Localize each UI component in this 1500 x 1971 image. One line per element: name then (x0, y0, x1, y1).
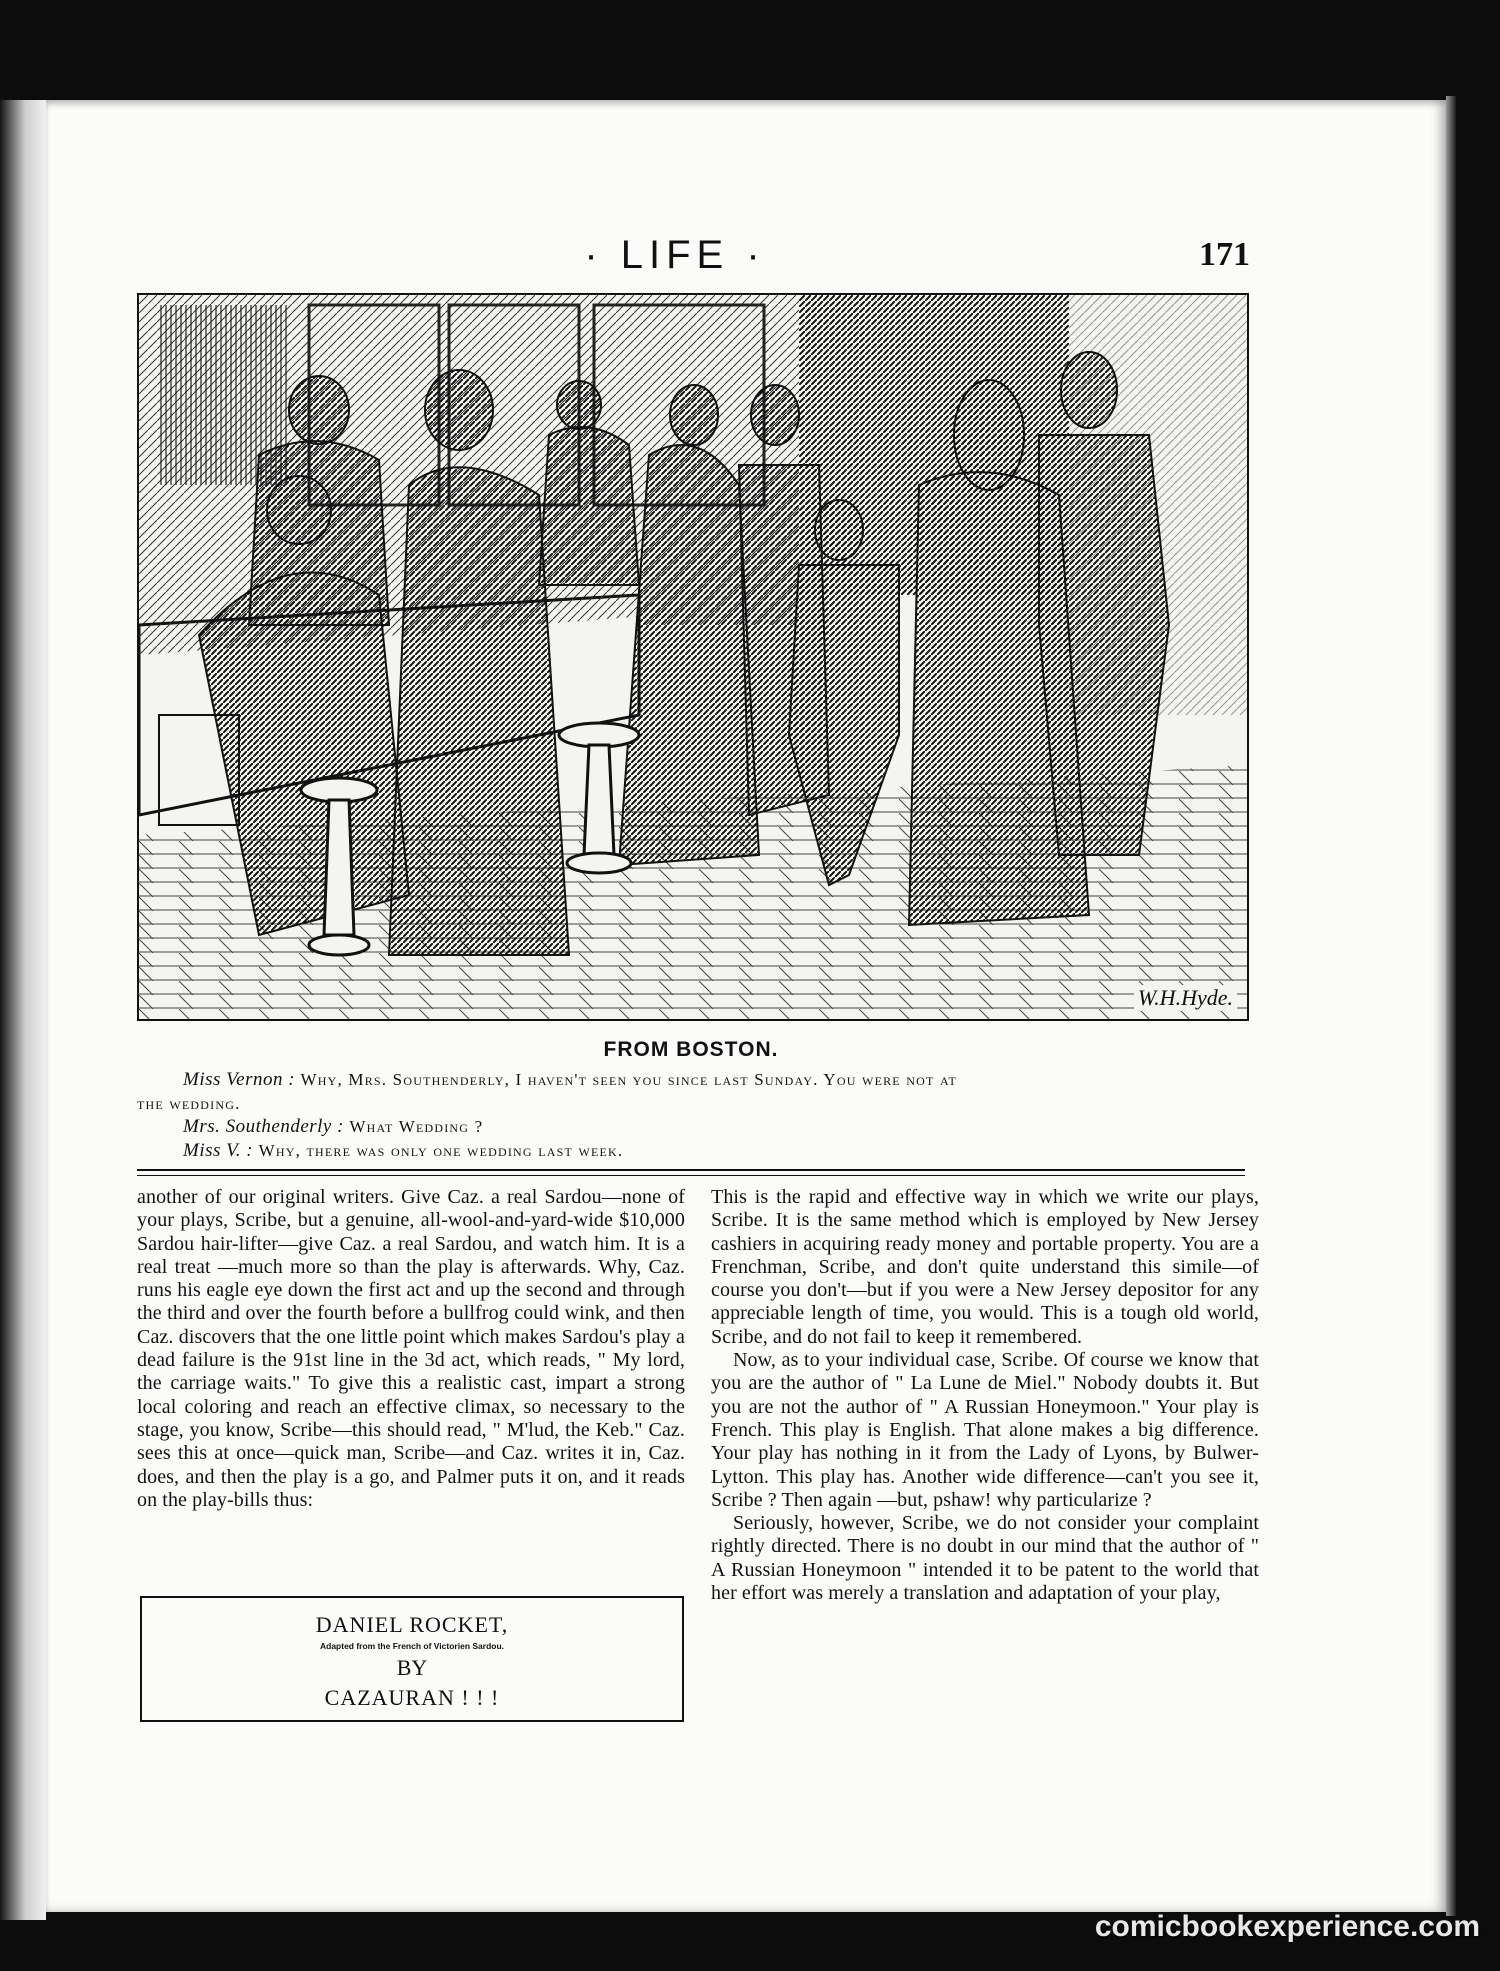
page-edge-shadow (1446, 96, 1456, 1916)
caption-dialogue (137, 1068, 1245, 1162)
paragraph: This is the rapid and effective way in which we write our plays, Scribe. It is the same method which is employed by New Jersey cashiers in acquiring ready money and portable property. You are a Frenchman, Scribe, and don't quite understand this simile—of course you don't—but if you were a New Jersey depositor for any appreciable length of time, you would. This is a tough old world, Scribe, and do not fail to keep it remembered. (711, 1186, 1259, 1348)
page-number: 171 (1199, 236, 1250, 273)
artist-signature: W.H.Hyde. (1134, 985, 1237, 1011)
paragraph: another of our original writers. Give Caz. a real Sardou—none of your plays, Scribe, but a genuine, all-wool-and-yard-wide $10,000 Sardou hair-lifter—give Caz. a real Sardou, and watch him. It is a real treat —much more so than the play is afterwards. Why, Caz. runs his eagle eye down the first act and up the second and through the third and over the fourth before a bullfrog could wink, and then Caz. discovers that the one little point which makes Sardou's play a dead failure is the 91st line in the 3d act, which reads, " My lord, the carriage waits." To give this a realistic cast, impart a strong local coloring and reach an effective climax, so necessary to the stage, you know, Scribe—this should read, " M'lud, the Keb." Caz. sees this at once—quick man, Scribe—and Caz. writes it in, Caz. does, and then the play is a go, and Palmer puts it on, and it reads on the play-bills thus: (137, 1186, 685, 1511)
dialogue-speech: Why, Mrs. Southenderly, I haven't seen you since last Sunday. You were not at (300, 1070, 958, 1089)
masthead-title: · LIFE · (584, 233, 766, 277)
playbill-adaptation-note: Adapted from the French of Victorien Sardou. (319, 1641, 505, 1651)
paragraph: Now, as to your individual case, Scribe. Of course we know that you are the author of " La Lune de Miel." Nobody doubts it. But you are not the author of " A Russian Honeymoon." Your play is French. This play is English. That alone makes a big difference. Your play has nothing in it from the Lady of Lyons, by Bulwer-Lytton. This play has. Another wide difference—can't you see it, Scribe ? Then again —but, pshaw! why particularize ? (711, 1349, 1259, 1511)
playbill-author: CAZAURAN ! ! ! (324, 1685, 500, 1710)
dialogue-speaker: Miss Vernon : (183, 1069, 296, 1090)
dialogue-line (137, 1092, 1245, 1116)
dialogue-speaker: Miss V. : (183, 1139, 254, 1161)
scan-border-left (0, 100, 46, 1920)
text-column-right (711, 1186, 1259, 1605)
dialogue-speech: Why, there was only one wedding last week. (258, 1140, 624, 1160)
caption-divider (137, 1169, 1245, 1176)
dialogue-speaker: Mrs. Southenderly : (183, 1116, 344, 1137)
dialogue-line (137, 1139, 1245, 1163)
caption-title: FROM BOSTON. (603, 1038, 779, 1061)
text-column-left (137, 1186, 685, 1512)
dialogue-speech: What Wedding ? (349, 1117, 484, 1136)
dialogue-line (137, 1115, 1245, 1139)
paragraph: Seriously, however, Scribe, we do not consider your complaint rightly directed. There is no doubt in our mind that the author of " A Russian Honeymoon " intended it to be patent to the world that her effort was merely a translation and adaptation of your play, (711, 1512, 1259, 1605)
illustration-engraving (137, 293, 1249, 1021)
playbill-box (140, 1596, 684, 1722)
dialogue-line (137, 1068, 1245, 1092)
watermark: comicbookexperience.com (1094, 1910, 1480, 1943)
playbill-by: BY (396, 1655, 428, 1680)
engraving-shop-counter-scene-icon (139, 295, 1247, 1019)
playbill-title: DANIEL ROCKET, (315, 1612, 509, 1637)
dialogue-speech: the wedding. (137, 1093, 241, 1113)
